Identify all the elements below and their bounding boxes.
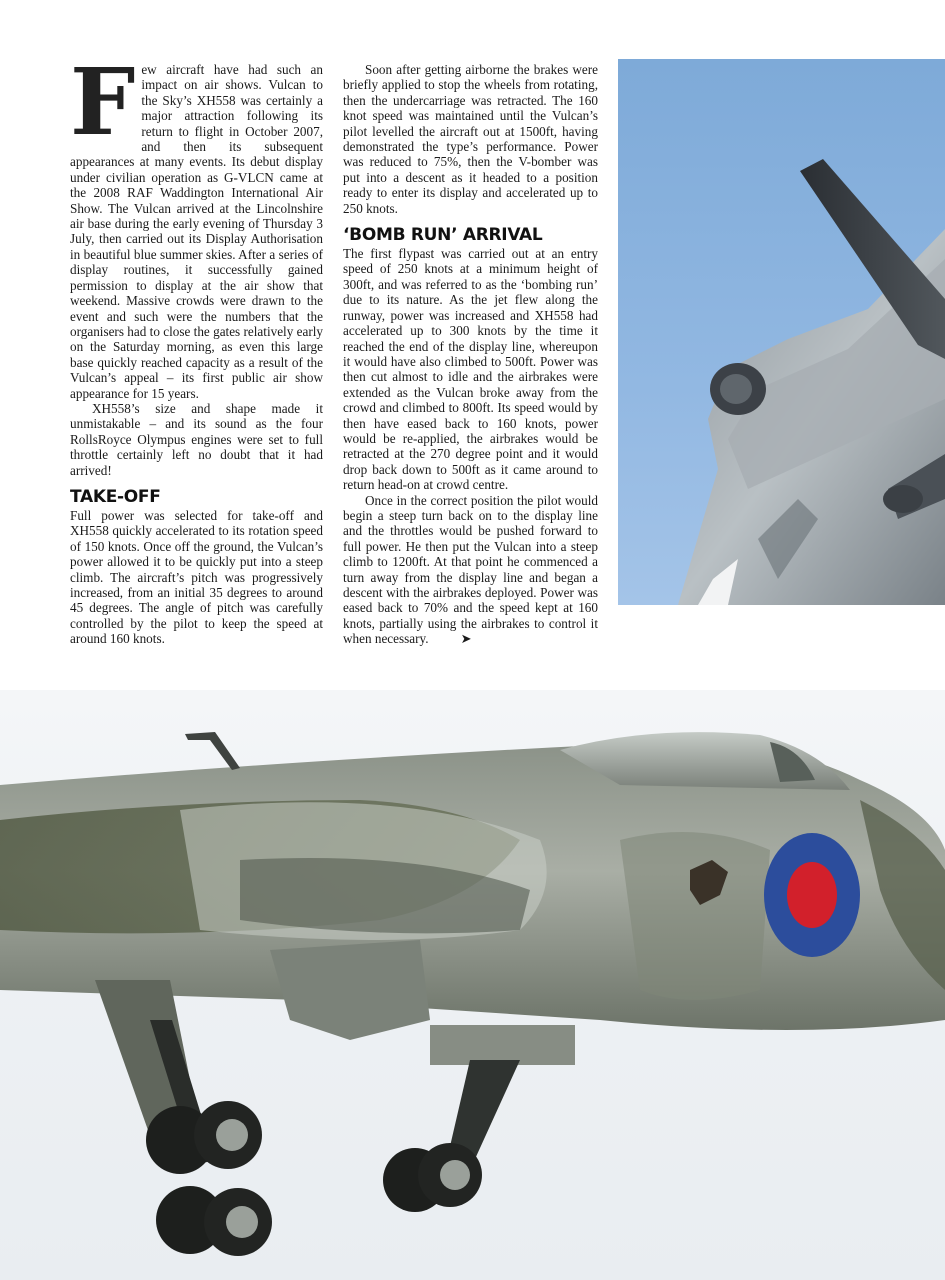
continue-arrow-icon: ➤ xyxy=(460,632,472,648)
paragraph: XH558’s size and shape made it unmistakable – and its sound as the four RollsRoyce Olympus engines were set to full throttle certainly left no doubt that it had arrived! xyxy=(70,400,323,478)
text-column-middle xyxy=(343,62,598,648)
section-heading-takeoff: TAKE-OFF xyxy=(70,486,161,507)
intro-paragraph xyxy=(70,48,323,401)
vulcan-underside-illustration xyxy=(618,59,945,605)
paragraph-text: Once in the correct position the pilot would begin a steep turn back on to the display line and the throttles would be pushed forward to full power. He then put the Vulcan into a steep climb to 1200ft. At that point he commenced a turn away from the display line and began a descent with the airbrakes deployed. Power was eased back to 70% and the speed kept at 160 knots, partially using the airbrakes to control it when necessary. xyxy=(343,492,598,647)
intro-paragraph-text: ew aircraft have had such an impact on air shows. Vulcan to the Sky’s XH558 was certainly a major attraction following its return to flight in October 2007, and then its subsequent appearances at many events. Its debut display under civilian operation as G-VLCN came at the 2008 RAF Waddington International Air Show. The Vulcan arrived at the Lincolnshire air base during the early evening of Thursday 3 July, then carried out its Display Authorisation in beautiful blue summer skies. After a series of display routines, it successfully gained permission to display at the air show that weekend. Massive crowds were drawn to the event and such were the numbers that the organisers had to close the gates relatively early on the Saturday morning, as even this large base quickly reached capacity as a result of the Vulcan’s appeal – its first public air show appearance for 15 years. xyxy=(70,62,323,401)
paragraph: Full power was selected for take-off and XH558 quickly accelerated to its rotation speed of 150 knots. Once off the ground, the Vulcan’s power allowed it to be quickly put into a steep climb. The aircraft’s pitch was progressively increased, from an initial 35 degrees to around 45 degrees. The angle of pitch was carefully controlled by the pilot to keep the speed at around 160 knots. xyxy=(70,507,323,647)
paragraph: The first flypast was carried out at an entry speed of 250 knots at a minimum height of 300ft, and was referred to as the ‘bombing run’ due to its nature. As the jet flew along the runway, power was increased and XH558 had accelerated up to 300 knots by the time it reached the end of the display line, whereupon it would have also climbed to 500ft. Power was then cut almost to idle and the airbrakes were extended as the Vulcan broke away from the crowd and climbed to 800ft. Its speed would by then have eased back to 160 knots, power would be re-applied, the airbrakes would be retracted at the 270 degree point and it would drop back down to 500ft as it came around to return head-on at crowd centre. xyxy=(343,246,598,493)
drop-cap: F xyxy=(70,48,136,156)
section-heading-bomb-run: ‘BOMB RUN’ ARRIVAL xyxy=(343,225,543,246)
vulcan-underside-photo xyxy=(618,59,945,605)
paragraph-last xyxy=(343,493,598,648)
vulcan-closeup-illustration xyxy=(0,690,945,1280)
paragraph: Soon after getting airborne the brakes were briefly applied to stop the wheels from rotating, then the undercarriage was retracted. The 160 knot speed was maintained until the Vulcan’s pilot levelled the aircraft out at 1500ft, having demonstrated the type’s performance. Power was reduced to 75%, then the V-bomber was put into a descent as it headed to a position ready to enter its display and accelerated up to 250 knots. xyxy=(343,62,598,216)
text-column-left xyxy=(70,48,323,647)
vulcan-closeup-photo xyxy=(0,690,945,1280)
